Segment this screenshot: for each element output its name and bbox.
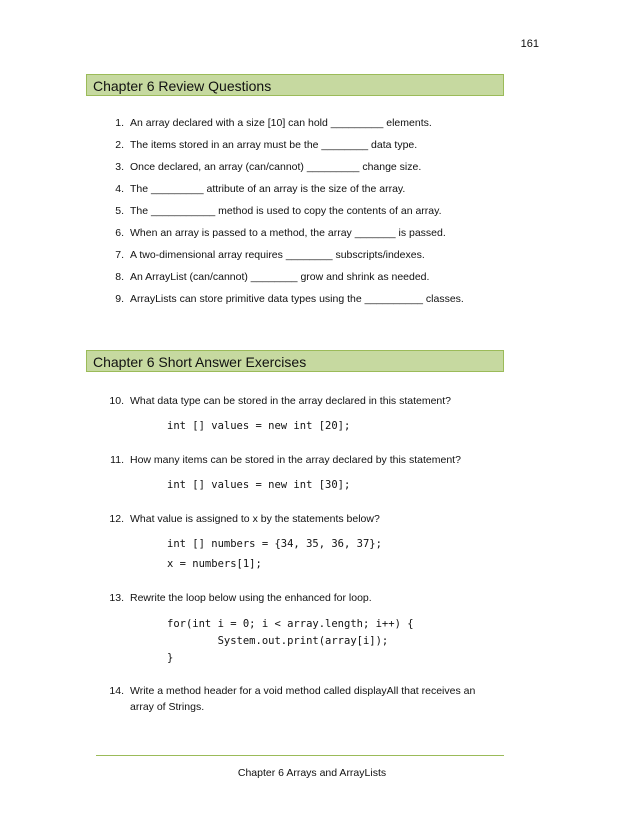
item-number: 14.: [109, 685, 124, 697]
code-line: }: [167, 652, 174, 664]
list-item: [108, 293, 498, 315]
item-number: 7.: [115, 249, 124, 261]
list-item: [108, 139, 498, 161]
item-number: 11.: [110, 454, 124, 466]
item-text: An ArrayList (can/cannot) ________ grow and shrink as needed.: [130, 271, 430, 283]
item-text: A two-dimensional array requires ________ subscripts/indexes.: [130, 249, 425, 261]
code-line: x = numbers[1];: [167, 558, 262, 570]
item-text: ArrayLists can store primitive data types using the __________ classes.: [130, 293, 464, 305]
list-item: [108, 117, 498, 139]
item-text: What data type can be stored in the array declared in this statement?: [130, 395, 452, 407]
exercise-item: [108, 452, 498, 468]
item-number: 13.: [109, 592, 124, 604]
item-text: What value is assigned to x by the statements below?: [130, 513, 380, 525]
item-number: 10.: [109, 395, 124, 407]
section-title: Chapter 6 Short Answer Exercises: [93, 354, 307, 370]
page-number: 161: [520, 38, 539, 50]
item-text: The items stored in an array must be the ________ data type.: [130, 139, 418, 151]
section-title: Chapter 6 Review Questions: [93, 78, 272, 94]
exercise-item: [108, 511, 498, 527]
exercise-item: [108, 590, 498, 606]
code-line: int [] values = new int [20];: [167, 420, 351, 432]
review-questions-list: [108, 117, 498, 315]
item-text: Rewrite the loop below using the enhanced for loop.: [130, 592, 372, 604]
item-number: 9.: [115, 293, 124, 305]
item-number: 12.: [109, 513, 124, 525]
item-number: 1.: [115, 117, 124, 129]
item-number: 6.: [115, 227, 124, 239]
item-number: 3.: [115, 161, 124, 173]
exercise-item: [108, 393, 498, 409]
list-item: [108, 183, 498, 205]
list-item: [108, 205, 498, 227]
list-item: [108, 161, 498, 183]
section-heading-short-answer: [86, 350, 504, 372]
list-item: [108, 227, 498, 249]
footer-text: Chapter 6 Arrays and ArrayLists: [237, 767, 387, 779]
item-number: 5.: [115, 205, 124, 217]
item-text: Write a method header for a void method called displayAll that receives an: [130, 685, 476, 697]
page-footer: [0, 767, 630, 779]
code-line: System.out.print(array[i]);: [167, 635, 389, 647]
item-text: The ___________ method is used to copy the contents of an array.: [130, 205, 442, 217]
code-line: for(int i = 0; i < array.length; i++) {: [167, 618, 414, 630]
item-text: How many items can be stored in the array declared by this statement?: [130, 454, 461, 466]
item-number: 4.: [115, 183, 124, 195]
code-line: int [] values = new int [30];: [167, 479, 351, 491]
footer-divider: [96, 755, 504, 756]
list-item: [108, 249, 498, 271]
item-text: Once declared, an array (can/cannot) _________ change size.: [130, 161, 422, 173]
item-number: 2.: [115, 139, 124, 151]
item-text: The _________ attribute of an array is the size of the array.: [130, 183, 406, 195]
item-text: When an array is passed to a method, the array _______ is passed.: [130, 227, 446, 239]
section-heading-review-questions: [86, 74, 504, 96]
code-line: int [] numbers = {34, 35, 36, 37};: [167, 538, 382, 550]
item-text: An array declared with a size [10] can hold _________ elements.: [130, 117, 432, 129]
list-item: [108, 271, 498, 293]
exercise-item: [108, 683, 498, 715]
item-number: 8.: [115, 271, 124, 283]
item-text-continued: array of Strings.: [130, 701, 205, 713]
